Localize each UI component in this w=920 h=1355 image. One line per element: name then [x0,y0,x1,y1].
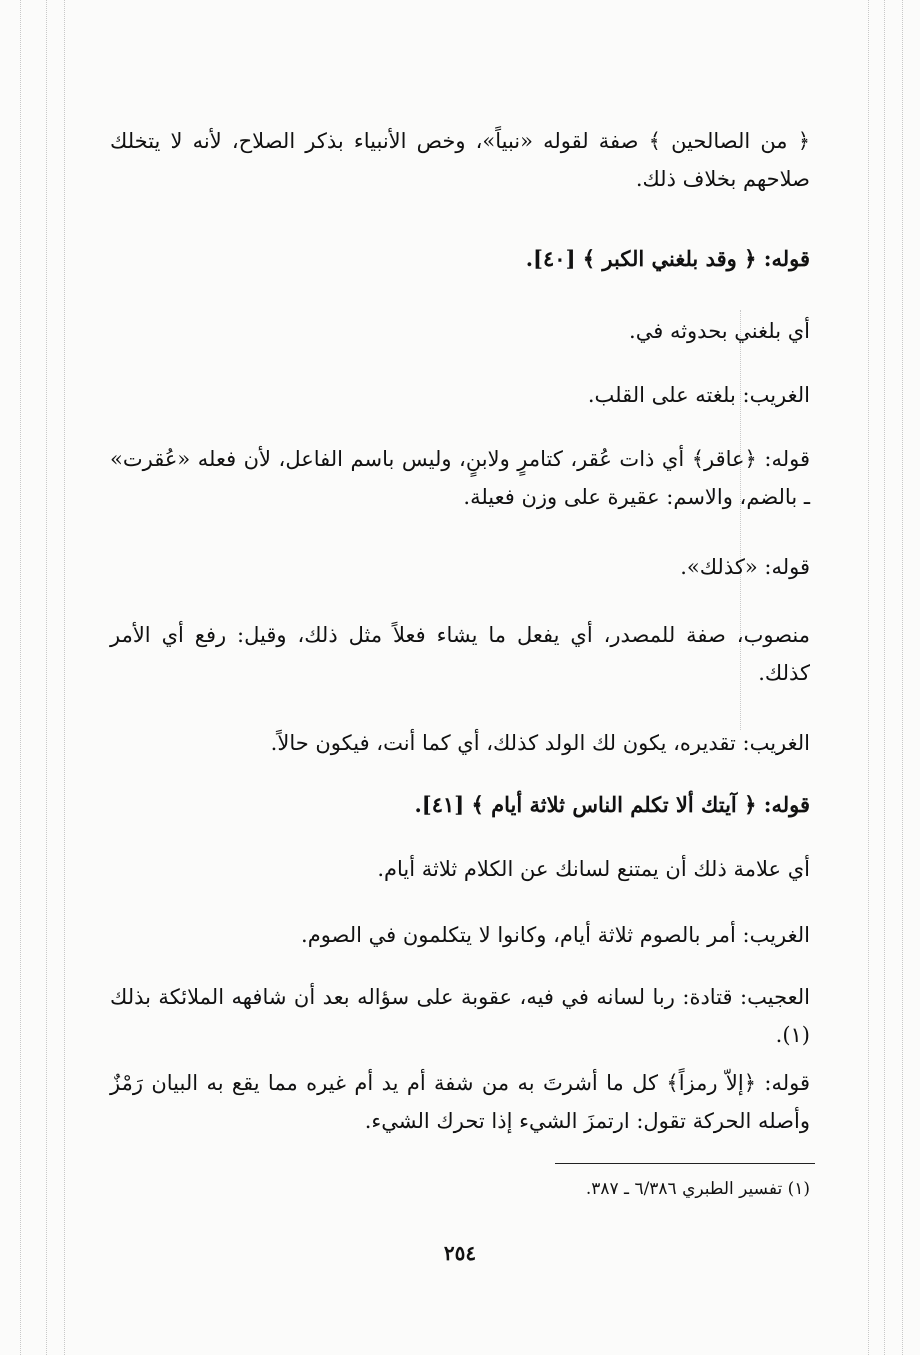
paragraph: الغريب: بلغته على القلب. [587,383,810,407]
footnote: (١) تفسير الطبري ٦/٣٨٦ ـ ٣٨٧. [585,1179,810,1199]
margin-dotted-line [902,0,903,1355]
paragraph: قوله: ﴿ وقد بلغني الكبر ﴾ [٤٠]. [525,246,810,271]
paragraph: أي علامة ذلك أن يمتنع لسانك عن الكلام ثلاثة أيام. [377,857,810,881]
margin-dotted-line [884,0,885,1355]
paragraph: ﴿ من الصالحين ﴾ صفة لقوله «نبياً»، وخص الأنبياء بذكر الصلاح، لأنه لا يتخلك صلاحهم بخلاف ذلك. [110,129,810,191]
paragraph: قوله: ﴿عاقر﴾ أي ذات عُقر، كتامرٍ ولابنٍ، وليس باسم الفاعل، لأن فعله «عُقرت» ـ بالضم، والاسم: عقيرة على وزن فعيلة. [110,447,810,509]
footnote-separator [555,1163,815,1164]
paragraph: العجيب: قتادة: ربا لسانه في فيه، عقوبة على سؤاله بعد أن شافهه الملائكة بذلك (١). [110,985,810,1047]
paragraph: قوله: ﴿إلاّ رمزاً﴾ كل ما أشرتَ به من شفة أم يد أم غيره مما يقع به البيان رَمْزٌ وأصله الحركة تقول: ارتمزَ الشيء إذا تحرك الشيء. [110,1071,810,1133]
margin-dotted-line [868,0,869,1355]
paragraph: قوله: ﴿ آيتك ألا تكلم الناس ثلاثة أيام ﴾ [٤١]. [414,792,810,817]
margin-dotted-line [64,0,65,1355]
margin-dotted-line [46,0,47,1355]
margin-dotted-line [20,0,21,1355]
paragraph: الغريب: أمر بالصوم ثلاثة أيام، وكانوا لا يتكلمون في الصوم. [301,923,810,947]
paragraph: منصوب، صفة للمصدر، أي يفعل ما يشاء فعلاً مثل ذلك، وقيل: رفع أي الأمر كذلك. [110,623,810,685]
paragraph: الغريب: تقديره، يكون لك الولد كذلك، أي كما أنت، فيكون حالاً. [270,731,810,755]
page-number: ٢٥٤ [443,1241,477,1265]
paragraph: قوله: «كذلك». [680,555,810,579]
paragraph: أي بلغني بحدوثه في. [629,319,810,343]
